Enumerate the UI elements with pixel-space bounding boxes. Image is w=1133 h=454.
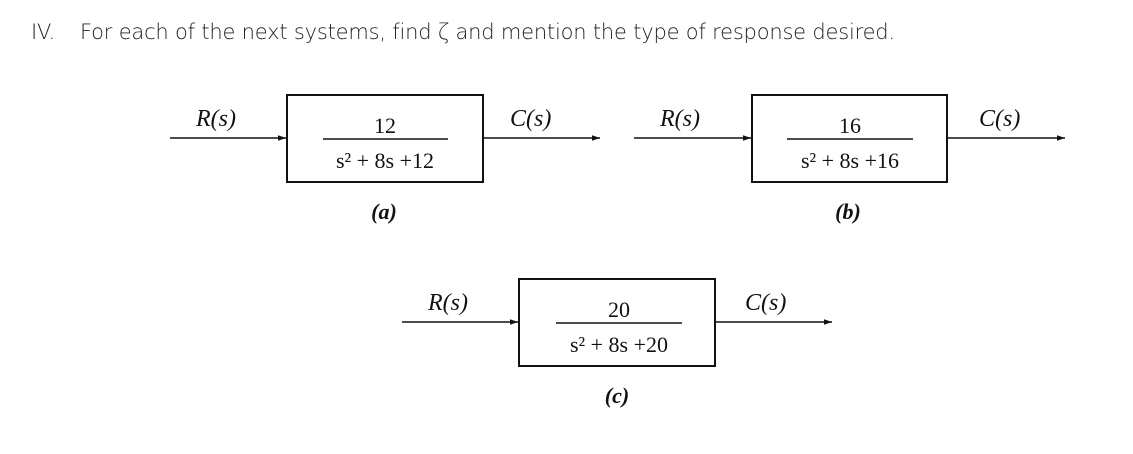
numerator-b: 16 <box>839 113 861 138</box>
output-label-a: C(s) <box>510 106 552 132</box>
numerator-a: 12 <box>374 113 396 138</box>
caption-c: (c) <box>604 383 630 408</box>
block-diagram-a <box>170 95 600 224</box>
block-diagram-c <box>402 279 832 408</box>
output-label-c: C(s) <box>745 290 787 316</box>
denominator-c: s² + 8s +20 <box>569 332 669 357</box>
numerator-c: 20 <box>608 297 630 322</box>
input-label-a: R(s) <box>196 106 236 132</box>
input-label-c: R(s) <box>428 290 468 316</box>
output-label-b: C(s) <box>979 106 1021 132</box>
question-text: For each of the next systems, find ζ and mention the type of response desired. <box>80 20 895 44</box>
caption-a: (a) <box>371 199 397 224</box>
question-number: IV. <box>31 20 55 44</box>
denominator-b: s² + 8s +16 <box>800 148 900 173</box>
caption-b: (b) <box>835 199 861 224</box>
denominator-a: s² + 8s +12 <box>335 148 435 173</box>
input-label-b: R(s) <box>660 106 700 132</box>
block-diagram-b <box>634 95 1065 224</box>
